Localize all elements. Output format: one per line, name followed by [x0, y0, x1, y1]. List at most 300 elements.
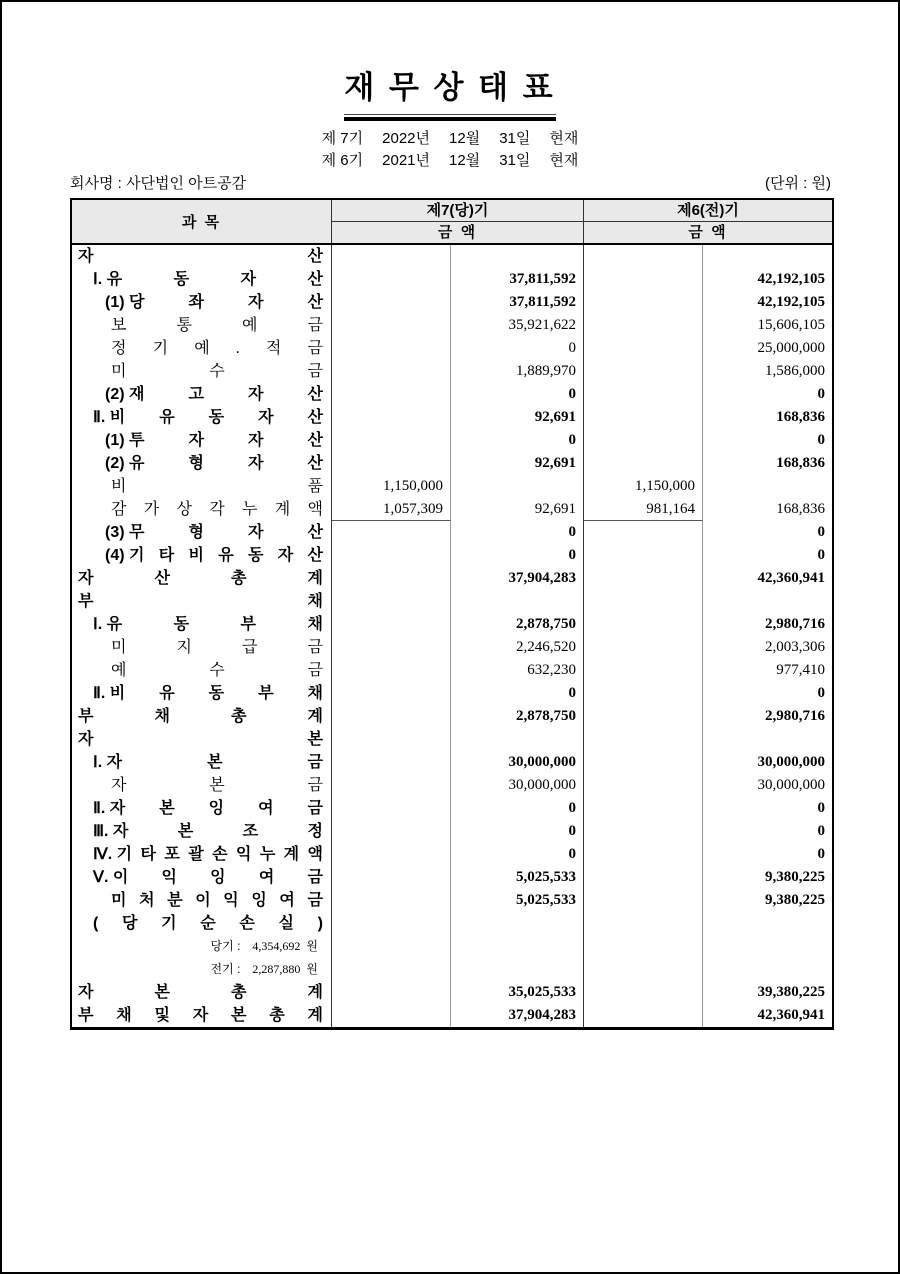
- amount-current-inner-cell: [332, 567, 451, 590]
- period-lines: [2, 128, 898, 172]
- amount-prior-inner-cell: [584, 291, 703, 314]
- balance-sheet-table: [70, 198, 834, 1030]
- amount-prior-cell: 0: [817, 799, 825, 816]
- account-cell: [72, 912, 332, 935]
- amount-current-inner-cell: [332, 843, 451, 866]
- account-cell: [72, 659, 332, 682]
- period-token: 31일: [499, 151, 531, 169]
- amount-prior-inner-cell: 981,164: [584, 498, 703, 521]
- amount-prior-inner-cell: [584, 843, 703, 866]
- account-token: .: [235, 339, 240, 357]
- account-token: 비: [111, 477, 127, 495]
- account-token: 보: [111, 316, 127, 334]
- amount-current-cell: [451, 590, 584, 613]
- table-row: [72, 544, 832, 567]
- account-token: 동: [208, 408, 225, 426]
- company-name: 회사명 : 사단법인 아트공감: [70, 174, 247, 192]
- account-cell: [72, 498, 332, 521]
- amount-prior-cell: 9,380,225: [765, 868, 825, 885]
- account-note-cell: [72, 958, 332, 981]
- amount-current-cell: 0: [451, 429, 584, 452]
- table-row: [72, 797, 832, 820]
- account-token: 동: [173, 270, 190, 288]
- amount-prior-inner-cell: [584, 383, 703, 406]
- title-block: [2, 72, 898, 121]
- title-underline-thick: [344, 117, 555, 121]
- account-token: 산: [307, 270, 323, 288]
- account-cell: [72, 705, 332, 728]
- account-token: 감: [111, 500, 127, 518]
- account-token: 금: [307, 891, 323, 909]
- amount-prior-inner-cell: [584, 958, 703, 981]
- account-token: 금: [307, 776, 323, 794]
- account-cell: [72, 452, 332, 475]
- amount-prior-cell: [703, 590, 832, 613]
- note-label: 원: [306, 961, 318, 976]
- amount-prior-inner-cell: [584, 613, 703, 636]
- amount-prior-inner-cell: [584, 682, 703, 705]
- account-token: (1) 당: [105, 293, 145, 311]
- account-token: 기: [161, 914, 177, 932]
- amount-prior-inner-cell: [584, 245, 703, 268]
- amount-prior-inner-cell: [584, 452, 703, 475]
- amount-current-cell: 37,811,592: [451, 291, 584, 314]
- account-token: 부: [240, 615, 257, 633]
- account-token: (1) 투: [105, 431, 145, 449]
- period-token: 31일: [499, 129, 531, 147]
- account-token: 상: [176, 500, 192, 518]
- amount-prior-inner-cell: [584, 1004, 703, 1027]
- amount-current-cell: [451, 912, 584, 935]
- account-token: 총: [231, 983, 247, 1001]
- amount-current-inner-cell: [332, 268, 451, 291]
- account-token: 계: [307, 1006, 323, 1024]
- amount-prior-cell: 168,836: [776, 408, 825, 425]
- account-token: 형: [188, 454, 204, 472]
- amount-current-inner-cell: [332, 958, 451, 981]
- account-token: 조: [242, 822, 259, 840]
- table-header: [72, 200, 832, 245]
- amount-prior-inner-cell: [584, 751, 703, 774]
- account-token: 여: [258, 799, 274, 817]
- account-cell: [72, 981, 332, 1004]
- amount-prior-cell: 15,606,105: [757, 316, 825, 333]
- amount-prior-inner-cell: [584, 590, 703, 613]
- account-token: 정: [111, 339, 127, 357]
- amount-prior-inner-cell: [584, 774, 703, 797]
- account-token: 누: [259, 845, 276, 863]
- account-cell: [72, 820, 332, 843]
- amount-prior-cell: 30,000,000: [757, 776, 825, 793]
- account-token: 채: [307, 684, 323, 702]
- account-token: 타: [158, 546, 175, 564]
- account-token: 정: [307, 822, 323, 840]
- amount-prior-cell: 2,980,716: [765, 707, 825, 724]
- period-token: 현재: [549, 151, 579, 169]
- account-token: 금: [307, 316, 323, 334]
- account-token: 가: [143, 500, 160, 518]
- account-token: 적: [265, 339, 282, 357]
- amount-current-inner-cell: [332, 1004, 451, 1027]
- note-label: 당기 :: [210, 938, 241, 953]
- account-cell: [72, 314, 332, 337]
- account-token: 자: [248, 431, 264, 449]
- account-cell: [72, 590, 332, 613]
- amount-prior-inner-cell: [584, 429, 703, 452]
- account-token: 손: [212, 845, 228, 863]
- account-token: 유: [218, 546, 234, 564]
- amount-prior-inner-cell: [584, 981, 703, 1004]
- account-token: 동: [208, 684, 225, 702]
- amount-current-cell: 37,904,283: [451, 567, 584, 590]
- amount-prior-cell: 0: [817, 822, 825, 839]
- account-token: 산: [154, 569, 170, 587]
- account-token: 미: [111, 638, 127, 656]
- account-token: 총: [269, 1006, 285, 1024]
- amount-current-cell: 92,691: [451, 406, 584, 429]
- amount-current-cell: 0: [451, 820, 584, 843]
- amount-prior-cell: 42,360,941: [757, 569, 825, 586]
- account-token: 채: [154, 707, 170, 725]
- account-token: 계: [307, 983, 323, 1001]
- account-token: 포: [164, 845, 180, 863]
- account-cell: [72, 567, 332, 590]
- amount-current-inner-cell: [332, 751, 451, 774]
- amount-prior-cell: 42,192,105: [757, 270, 825, 287]
- account-token: 순: [200, 914, 216, 932]
- account-token: 산: [307, 385, 323, 403]
- account-token: 본: [154, 983, 170, 1001]
- amount-prior-inner-cell: [584, 705, 703, 728]
- account-token: 자: [248, 454, 264, 472]
- account-token: 잉: [210, 868, 226, 886]
- account-cell: [72, 337, 332, 360]
- amount-current-inner-cell: [332, 682, 451, 705]
- amount-prior-cell: 39,380,225: [757, 983, 825, 1000]
- header-prior-period: 제6(전)기: [584, 200, 832, 222]
- table-row: [72, 636, 832, 659]
- amount-prior-inner-cell: [584, 820, 703, 843]
- account-token: 금: [307, 799, 323, 817]
- amount-prior-cell: 1,586,000: [765, 362, 825, 379]
- account-token: 익: [223, 891, 239, 909]
- amount-prior-inner-cell: [584, 866, 703, 889]
- account-token: (4) 기: [105, 546, 145, 564]
- amount-current-cell: 0: [451, 383, 584, 406]
- account-cell: [72, 268, 332, 291]
- account-token: 고: [188, 385, 204, 403]
- account-token: 처: [139, 891, 155, 909]
- account-token: 분: [167, 891, 183, 909]
- header-current-period-group: [332, 200, 584, 243]
- account-cell: [72, 889, 332, 912]
- account-token: 총: [231, 569, 247, 587]
- period-token: 제 6기: [321, 151, 364, 169]
- table-row: [72, 337, 832, 360]
- table-row: [72, 935, 832, 958]
- account-token: 수: [209, 661, 225, 679]
- account-token: 금: [307, 661, 323, 679]
- amount-current-cell: [451, 958, 584, 981]
- amount-prior-cell: 42,360,941: [757, 1006, 825, 1023]
- title-inner: [344, 72, 555, 121]
- account-token: 이: [195, 891, 211, 909]
- amount-current-inner-cell: 1,150,000: [332, 475, 451, 498]
- table-row: [72, 682, 832, 705]
- period-token: 12월: [449, 129, 481, 147]
- account-token: 금: [307, 339, 323, 357]
- account-token: 자: [248, 385, 264, 403]
- account-token: 익: [235, 845, 252, 863]
- account-token: 자: [78, 247, 94, 265]
- amount-prior-inner-cell: [584, 636, 703, 659]
- account-cell: [72, 843, 332, 866]
- table-row: [72, 360, 832, 383]
- amount-current-inner-cell: [332, 797, 451, 820]
- header-prior-amount: 금 액: [688, 223, 728, 241]
- account-token: 부: [258, 684, 274, 702]
- account-token: 및: [154, 1006, 170, 1024]
- account-token: (: [93, 914, 99, 932]
- amount-prior-cell: 0: [817, 684, 825, 701]
- amount-current-cell: 37,904,283: [451, 1004, 584, 1027]
- account-token: 본: [209, 776, 225, 794]
- amount-current-cell: 2,878,750: [451, 705, 584, 728]
- amount-current-inner-cell: [332, 981, 451, 1004]
- account-token: 유: [159, 684, 175, 702]
- account-token: 산: [307, 247, 323, 265]
- table-row: [72, 1004, 832, 1027]
- account-token: 여: [279, 891, 295, 909]
- table-row: [72, 314, 832, 337]
- amount-prior-inner-cell: [584, 360, 703, 383]
- account-token: Ⅱ. 비: [93, 408, 126, 426]
- amount-current-cell: 2,878,750: [451, 613, 584, 636]
- account-token: 지: [176, 638, 192, 656]
- amount-current-cell: 37,811,592: [451, 268, 584, 291]
- account-token: ): [317, 914, 323, 932]
- amount-prior-cell: [703, 245, 832, 268]
- account-cell: [72, 429, 332, 452]
- account-token: 자: [188, 431, 204, 449]
- table-body: [72, 245, 832, 1027]
- account-token: 예: [194, 339, 210, 357]
- account-token: (2) 재: [105, 385, 145, 403]
- amount-prior-cell: 2,980,716: [765, 615, 825, 632]
- account-token: 잉: [208, 799, 225, 817]
- account-token: Ⅰ. 유: [93, 270, 123, 288]
- account-token: 형: [188, 523, 204, 541]
- account-token: 본: [207, 753, 223, 771]
- table-row: [72, 567, 832, 590]
- account-token: 여: [258, 868, 275, 886]
- amount-current-cell: [451, 935, 584, 958]
- header-account-column: 과 목: [72, 200, 332, 243]
- amount-current-inner-cell: [332, 383, 451, 406]
- table-row: [72, 406, 832, 429]
- account-token: Ⅱ. 비: [93, 684, 126, 702]
- amount-current-inner-cell: [332, 590, 451, 613]
- account-token: Ⅱ. 자: [93, 799, 126, 817]
- period-token: 제 7기: [321, 129, 364, 147]
- account-token: 채: [307, 592, 323, 610]
- table-row: [72, 912, 832, 935]
- account-cell: [72, 245, 332, 268]
- account-cell: [72, 291, 332, 314]
- table-row: [72, 475, 832, 498]
- amount-prior-cell: [703, 958, 832, 981]
- amount-prior-cell: 0: [817, 431, 825, 448]
- account-token: 손: [239, 914, 255, 932]
- amount-current-cell: 5,025,533: [451, 866, 584, 889]
- period-token: 2021년: [382, 151, 430, 169]
- note-amount: 2,287,880: [252, 961, 301, 976]
- account-token: 계: [307, 707, 323, 725]
- amount-prior-cell: [703, 475, 832, 498]
- account-cell: [72, 475, 332, 498]
- period-token: 현재: [549, 129, 579, 147]
- account-token: 자: [78, 569, 94, 587]
- account-token: 예: [111, 661, 127, 679]
- account-token: 실: [278, 914, 294, 932]
- amount-current-inner-cell: [332, 912, 451, 935]
- table-row: [72, 590, 832, 613]
- table-row: [72, 728, 832, 751]
- account-token: 부: [78, 1006, 94, 1024]
- amount-current-cell: [451, 475, 584, 498]
- amount-current-inner-cell: [332, 889, 451, 912]
- account-token: 계: [307, 569, 323, 587]
- table-row: [72, 705, 832, 728]
- account-token: 산: [307, 408, 323, 426]
- amount-current-cell: 92,691: [451, 498, 584, 521]
- amount-prior-inner-cell: [584, 912, 703, 935]
- amount-current-cell: 0: [451, 521, 584, 544]
- table-row: [72, 958, 832, 981]
- account-token: 통: [176, 316, 192, 334]
- amount-prior-inner-cell: [584, 406, 703, 429]
- amount-prior-inner-cell: [584, 728, 703, 751]
- amount-prior-cell: [703, 935, 832, 958]
- amount-current-inner-cell: [332, 613, 451, 636]
- account-token: 계: [274, 500, 291, 518]
- table-row: [72, 521, 832, 544]
- amount-current-inner-cell: [332, 728, 451, 751]
- amount-current-inner-cell: 1,057,309: [332, 498, 451, 521]
- account-token: Ⅰ. 유: [93, 615, 123, 633]
- account-token: 익: [161, 868, 177, 886]
- account-token: 자: [240, 270, 257, 288]
- amount-current-cell: 92,691: [451, 452, 584, 475]
- amount-current-cell: 0: [451, 682, 584, 705]
- amount-current-inner-cell: [332, 337, 451, 360]
- account-token: 미: [111, 891, 127, 909]
- account-token: 본: [177, 822, 194, 840]
- amount-prior-cell: 0: [817, 385, 825, 402]
- amount-current-inner-cell: [332, 452, 451, 475]
- account-token: (3) 무: [105, 523, 145, 541]
- account-cell: [72, 406, 332, 429]
- account-token: 잉: [251, 891, 267, 909]
- amount-current-inner-cell: [332, 521, 451, 544]
- table-row: [72, 751, 832, 774]
- table-row: [72, 774, 832, 797]
- account-token: 산: [307, 546, 323, 564]
- amount-current-cell: 0: [451, 337, 584, 360]
- meta-row: [70, 174, 831, 194]
- amount-current-inner-cell: [332, 314, 451, 337]
- amount-current-cell: 30,000,000: [451, 774, 584, 797]
- account-token: 타: [140, 845, 156, 863]
- amount-current-inner-cell: [332, 866, 451, 889]
- period-token: 2022년: [382, 129, 430, 147]
- account-cell: [72, 636, 332, 659]
- account-cell: [72, 751, 332, 774]
- amount-current-cell: [451, 245, 584, 268]
- amount-current-cell: 2,246,520: [451, 636, 584, 659]
- amount-prior-inner-cell: [584, 889, 703, 912]
- title-underline-thin: [344, 114, 555, 115]
- account-token: 품: [307, 477, 323, 495]
- account-token: 산: [307, 523, 323, 541]
- account-token: 부: [78, 707, 94, 725]
- amount-current-cell: 35,025,533: [451, 981, 584, 1004]
- account-token: 자: [78, 983, 94, 1001]
- account-token: 액: [307, 845, 323, 863]
- amount-current-cell: 30,000,000: [451, 751, 584, 774]
- header-prior-period-group: [584, 200, 832, 243]
- amount-current-cell: 5,025,533: [451, 889, 584, 912]
- table-row: [72, 429, 832, 452]
- table-row: [72, 498, 832, 521]
- amount-current-inner-cell: [332, 291, 451, 314]
- account-cell: [72, 1004, 332, 1027]
- account-token: 본: [307, 730, 323, 748]
- table-row: [72, 981, 832, 1004]
- account-token: Ⅲ. 자: [93, 822, 129, 840]
- account-token: 계: [283, 845, 300, 863]
- amount-prior-inner-cell: [584, 544, 703, 567]
- period-line: [2, 150, 898, 172]
- table-row: [72, 613, 832, 636]
- page-title: 재 무 상 태 표: [344, 70, 556, 105]
- amount-prior-cell: 9,380,225: [765, 891, 825, 908]
- account-token: 좌: [188, 293, 204, 311]
- account-token: 동: [173, 615, 190, 633]
- amount-current-cell: 632,230: [451, 659, 584, 682]
- account-token: 총: [231, 707, 247, 725]
- account-token: 자: [192, 1006, 209, 1024]
- amount-current-cell: 1,889,970: [451, 360, 584, 383]
- amount-current-inner-cell: [332, 705, 451, 728]
- account-cell: [72, 728, 332, 751]
- unit-label: (단위 : 원): [765, 174, 831, 192]
- account-token: 자: [248, 293, 264, 311]
- account-token: 산: [307, 454, 323, 472]
- account-token: 채: [116, 1006, 132, 1024]
- table-row: [72, 889, 832, 912]
- account-token: 채: [307, 615, 323, 633]
- amount-current-cell: 0: [451, 544, 584, 567]
- amount-current-inner-cell: [332, 360, 451, 383]
- amount-prior-inner-cell: [584, 797, 703, 820]
- account-token: 수: [209, 362, 225, 380]
- amount-prior-cell: 30,000,000: [757, 753, 825, 770]
- account-cell: [72, 521, 332, 544]
- table-row: [72, 659, 832, 682]
- account-token: 자: [258, 408, 274, 426]
- account-token: 누: [242, 500, 258, 518]
